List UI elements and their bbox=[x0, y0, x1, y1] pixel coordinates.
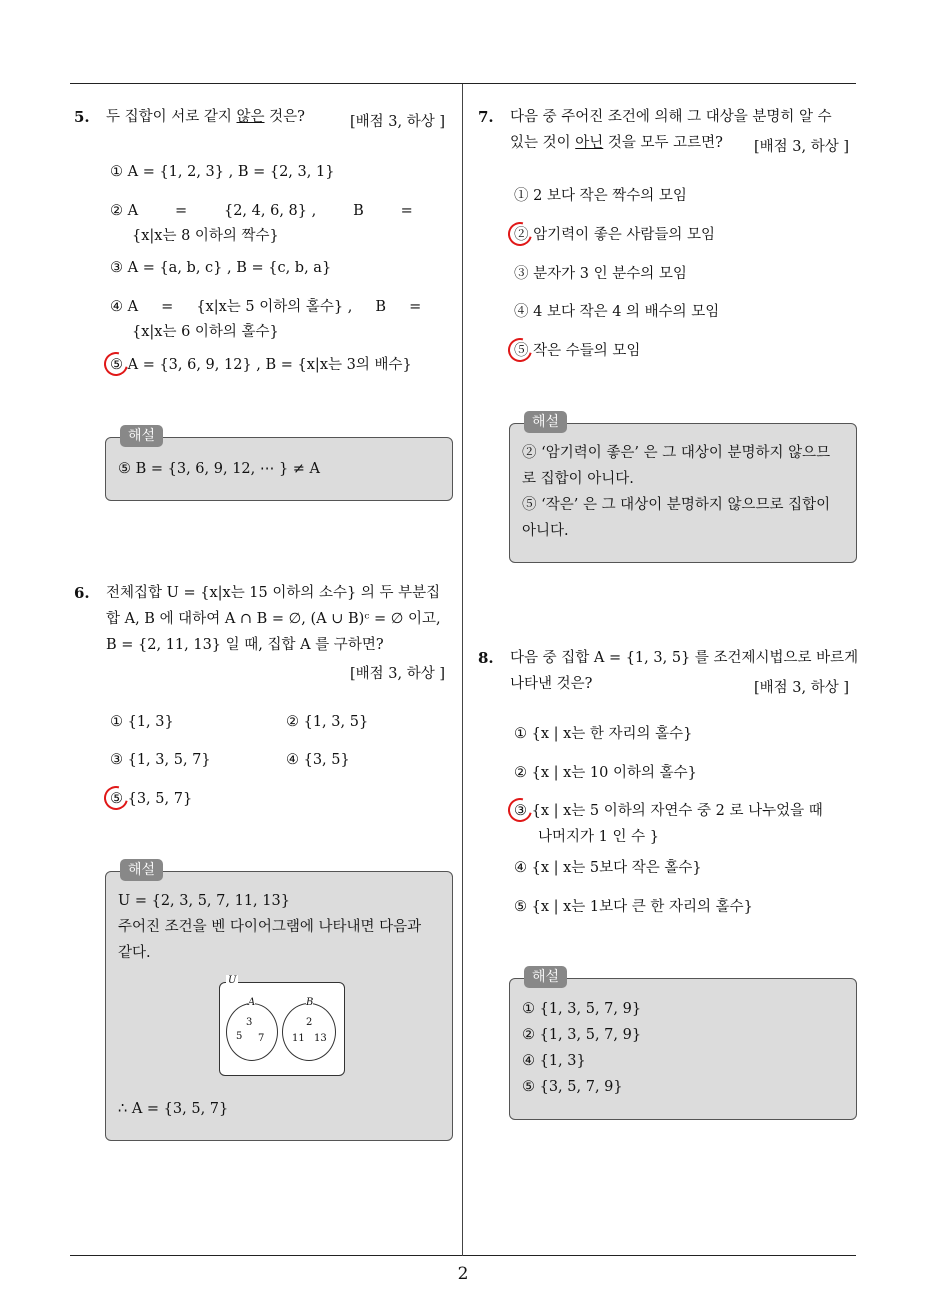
venn-label-a: A bbox=[248, 997, 256, 1008]
explanation-line-3: ④ {1, 3} bbox=[522, 1053, 586, 1069]
venn-element: 7 bbox=[258, 1033, 265, 1044]
choice-4-cont: {x|x는 6 이하의 홀수} bbox=[132, 324, 279, 340]
score-meta: [배점 3, 하상 ] bbox=[754, 680, 850, 696]
venn-element: 11 bbox=[292, 1033, 305, 1044]
choice-3[interactable]: ③ {x | x는 5 이하의 자연수 중 2 로 나누었을 때 bbox=[514, 803, 823, 819]
explanation-line-3: ⑤ ‘작은’ 은 그 대상이 분명하지 않으므로 집합이 bbox=[522, 497, 831, 513]
choice-3[interactable]: ③ 분자가 3 인 분수의 모임 bbox=[514, 266, 687, 282]
choice-3-cont: 나머지가 1 인 수 } bbox=[538, 829, 659, 845]
choice-5[interactable]: ⑤ {3, 5, 7} bbox=[110, 791, 193, 807]
choice-1[interactable]: ① A = {1, 2, 3} , B = {2, 3, 1} bbox=[110, 164, 335, 180]
choice-4[interactable]: ④ A = {x|x는 5 이하의 홀수} , B = bbox=[110, 299, 422, 315]
venn-element: 5 bbox=[236, 1031, 243, 1042]
choice-4[interactable]: ④ 4 보다 작은 4 의 배수의 모임 bbox=[514, 304, 720, 320]
choice-5[interactable]: ⑤ 작은 수들의 모임 bbox=[514, 343, 641, 359]
venn-diagram bbox=[219, 975, 345, 1076]
explanation-line-4: 아니다. bbox=[522, 523, 569, 539]
top-rule bbox=[70, 83, 856, 84]
explanation-line-2: 주어진 조건을 벤 다이어그램에 나타내면 다음과 bbox=[118, 919, 422, 935]
venn-set-a bbox=[226, 1003, 278, 1061]
explanation-box bbox=[509, 969, 857, 1120]
question-stem-line-1: 다음 중 집합 A = {1, 3, 5} 를 조건제시법으로 바르게 bbox=[510, 650, 859, 666]
venn-label-b: B bbox=[306, 997, 314, 1008]
explanation-box bbox=[105, 428, 453, 501]
page-number: 2 bbox=[457, 1264, 469, 1284]
venn-element: 3 bbox=[246, 1017, 253, 1028]
explanation-conclusion: ∴ A = {3, 5, 7} bbox=[118, 1101, 229, 1117]
choice-2[interactable]: ② {1, 3, 5} bbox=[286, 714, 369, 730]
score-meta: [배점 3, 하상 ] bbox=[350, 114, 446, 130]
choice-3[interactable]: ③ {1, 3, 5, 7} bbox=[110, 752, 211, 768]
explanation-line-1: ① {1, 3, 5, 7, 9} bbox=[522, 1001, 642, 1017]
explanation-line-2: 로 집합이 아니다. bbox=[522, 471, 634, 487]
choice-3[interactable]: ③ A = {a, b, c} , B = {c, b, a} bbox=[110, 260, 332, 276]
choice-1[interactable]: ① {x | x는 한 자리의 홀수} bbox=[514, 726, 693, 742]
choice-1[interactable]: ① {1, 3} bbox=[110, 714, 174, 730]
score-meta: [배점 3, 하상 ] bbox=[754, 139, 850, 155]
choice-4[interactable]: ④ {x | x는 5보다 작은 홀수} bbox=[514, 860, 702, 876]
question-stem-line-2: 합 A, B 에 대하여 A ∩ B = ∅, (A ∪ B)ᶜ = ∅ 이고, bbox=[106, 611, 441, 627]
question-stem-line-2: 나타낸 것은? bbox=[510, 676, 593, 692]
explanation-tag: 해설 bbox=[524, 411, 567, 433]
explanation-line-1: U = {2, 3, 5, 7, 11, 13} bbox=[118, 893, 290, 909]
choice-5[interactable]: ⑤ {x | x는 1보다 큰 한 자리의 홀수} bbox=[514, 899, 753, 915]
choice-5[interactable]: ⑤ A = {3, 6, 9, 12} , B = {x|x는 3의 배수} bbox=[110, 357, 412, 373]
choice-2[interactable]: ② 암기력이 좋은 사람들의 모임 bbox=[514, 227, 716, 243]
explanation-line-4: ⑤ {3, 5, 7, 9} bbox=[522, 1079, 623, 1095]
choice-4[interactable]: ④ {3, 5} bbox=[286, 752, 350, 768]
question-stem-line-3: B = {2, 11, 13} 일 때, 집합 A 를 구하면? bbox=[106, 637, 384, 653]
venn-element: 13 bbox=[314, 1033, 327, 1044]
question-stem-line-1: 다음 중 주어진 조건에 의해 그 대상을 분명히 알 수 bbox=[510, 109, 832, 125]
venn-set-b bbox=[282, 1003, 336, 1061]
choice-2[interactable]: ② {x | x는 10 이하의 홀수} bbox=[514, 765, 697, 781]
column-divider bbox=[462, 84, 463, 1256]
explanation-tag: 해설 bbox=[120, 425, 163, 447]
explanation-box bbox=[509, 414, 857, 563]
choice-2[interactable]: ② A = {2, 4, 6, 8} , B = bbox=[110, 203, 413, 219]
bottom-rule bbox=[70, 1255, 856, 1256]
question-number: 5. bbox=[74, 108, 90, 126]
score-meta: [배점 3, 하상 ] bbox=[350, 666, 446, 682]
venn-element: 2 bbox=[306, 1017, 313, 1028]
question-number: 7. bbox=[478, 108, 494, 126]
choice-2-cont: {x|x는 8 이하의 짝수} bbox=[132, 228, 279, 244]
explanation-text: ⑤ B = {3, 6, 9, 12, ⋯ } ≠ A bbox=[118, 461, 321, 477]
explanation-tag: 해설 bbox=[524, 966, 567, 988]
question-number: 6. bbox=[74, 584, 90, 602]
question-number: 8. bbox=[478, 649, 494, 667]
explanation-line-2: ② {1, 3, 5, 7, 9} bbox=[522, 1027, 642, 1043]
explanation-box bbox=[105, 862, 453, 1141]
choice-1[interactable]: ① 2 보다 작은 짝수의 모임 bbox=[514, 188, 687, 204]
question-stem: 두 집합이 서로 같지 않은 것은? bbox=[106, 109, 305, 125]
question-stem-line-2: 있는 것이 아닌 것을 모두 고르면? bbox=[510, 135, 723, 151]
explanation-tag: 해설 bbox=[120, 859, 163, 881]
explanation-line-1: ② ‘암기력이 좋은’ 은 그 대상이 분명하지 않으므 bbox=[522, 445, 831, 461]
explanation-line-3: 같다. bbox=[118, 945, 151, 961]
question-stem-line-1: 전체집합 U = {x|x는 15 이하의 소수} 의 두 부분집 bbox=[106, 585, 441, 601]
venn-universal-label: U bbox=[228, 975, 237, 986]
